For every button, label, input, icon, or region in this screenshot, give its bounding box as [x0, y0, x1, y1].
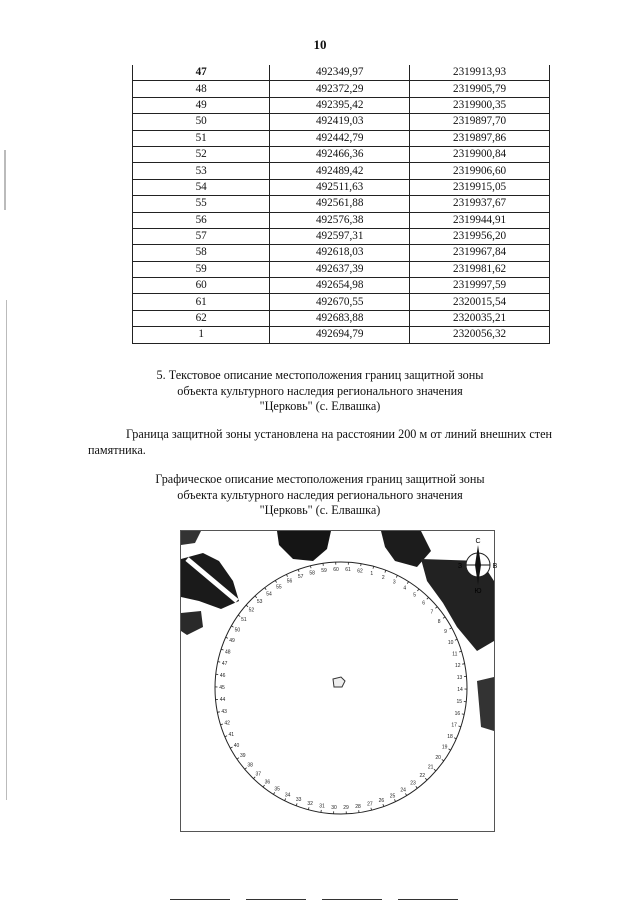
protection-zone-text: Граница защитной зоны установлена на расстоянии 200 м от линий внешних стен памятника. [88, 427, 552, 457]
table-row [133, 294, 550, 310]
boundary-point-label: 28 [355, 803, 361, 810]
x-coordinate-cell: 492511,63 [270, 179, 410, 195]
point-number-cell: 48 [133, 81, 270, 97]
compass-north-label: С [475, 538, 481, 545]
y-coordinate-cell: 2319897,86 [410, 130, 550, 146]
table-row [133, 146, 550, 162]
boundary-point-label: 48 [225, 649, 231, 656]
compass-west-label: З [457, 563, 463, 570]
boundary-point-tick [462, 714, 464, 715]
x-coordinate-cell: 492670,55 [270, 294, 410, 310]
boundary-point-label: 16 [454, 710, 461, 717]
point-number-cell: 56 [133, 212, 270, 228]
table-row [133, 327, 550, 343]
compass-east-label: В [492, 563, 498, 570]
table-row [133, 163, 550, 179]
point-number-cell: 59 [133, 261, 270, 277]
boundary-point-label: 2 [381, 574, 385, 581]
footer-line [398, 899, 458, 900]
point-number-cell: 53 [133, 163, 270, 179]
boundary-point-label: 6 [422, 600, 426, 607]
point-number-cell: 49 [133, 97, 270, 113]
table-row [133, 179, 550, 195]
boundary-point-label: 26 [378, 797, 385, 804]
x-coordinate-cell: 492654,98 [270, 278, 410, 294]
boundary-point-label: 30 [331, 804, 337, 811]
boundary-point-label: 42 [224, 720, 230, 727]
y-coordinate-cell: 2319897,70 [410, 114, 550, 130]
boundary-point-label: 20 [435, 754, 441, 761]
boundary-point-label: 36 [264, 779, 271, 786]
table-row [133, 228, 550, 244]
boundary-point-label: 59 [321, 568, 327, 575]
y-coordinate-cell: 2319981,62 [410, 261, 550, 277]
y-coordinate-cell: 2319905,79 [410, 81, 550, 97]
boundary-point-label: 53 [256, 599, 263, 606]
boundary-point-tick [217, 712, 219, 713]
boundary-point-label: 44 [219, 697, 226, 703]
table-row [133, 97, 550, 113]
y-coordinate-cell: 2319967,84 [410, 245, 550, 261]
boundary-point-label: 5 [413, 592, 416, 599]
table-row [133, 130, 550, 146]
x-coordinate-cell: 492395,42 [270, 97, 410, 113]
boundary-point-label: 35 [274, 786, 280, 793]
y-coordinate-cell: 2319937,67 [410, 196, 550, 212]
x-coordinate-cell: 492466,36 [270, 146, 410, 162]
boundary-point-label: 40 [233, 742, 240, 749]
table-row [133, 245, 550, 261]
table-row [133, 114, 550, 130]
table-row [133, 310, 550, 326]
boundary-point-label: 10 [447, 640, 454, 646]
point-number-cell: 52 [133, 146, 270, 162]
boundary-point-label: 57 [297, 574, 304, 581]
table-row [133, 278, 550, 294]
y-coordinate-cell: 2320035,21 [410, 310, 550, 326]
y-coordinate-cell: 2319915,05 [410, 179, 550, 195]
boundary-point-label: 61 [345, 567, 351, 574]
boundary-point-label: 27 [367, 801, 373, 808]
boundary-point-tick [462, 664, 464, 665]
point-number-cell: 61 [133, 294, 270, 310]
boundary-point-label: 31 [319, 803, 325, 810]
boundary-point-label: 21 [427, 764, 434, 771]
x-coordinate-cell: 492349,97 [270, 65, 410, 81]
boundary-point-tick [218, 662, 220, 663]
page-number: 10 [313, 37, 327, 52]
boundary-point-label: 19 [441, 744, 448, 751]
boundary-point-label: 15 [456, 699, 463, 705]
point-number-cell: 47 [133, 65, 270, 81]
heading-line: "Церковь" (с. Елвашка) [259, 503, 381, 517]
y-coordinate-cell: 2319944,91 [410, 212, 550, 228]
boundary-point-label: 33 [295, 797, 302, 804]
y-coordinate-cell: 2319900,35 [410, 97, 550, 113]
boundary-point-label: 56 [286, 578, 293, 585]
boundary-point-label: 60 [333, 567, 339, 574]
boundary-point-label: 50 [234, 627, 241, 634]
boundary-point-label: 51 [241, 617, 247, 624]
table-row [133, 212, 550, 228]
boundary-point-label: 12 [455, 663, 461, 669]
footer-line [322, 899, 382, 900]
boundary-point-label: 17 [451, 722, 457, 729]
x-coordinate-cell: 492597,31 [270, 228, 410, 244]
y-coordinate-cell: 2319900,84 [410, 146, 550, 162]
point-number-cell: 50 [133, 114, 270, 130]
footer-line [170, 899, 230, 900]
point-number-cell: 55 [133, 196, 270, 212]
boundary-point-label: 34 [284, 792, 291, 799]
boundary-point-label: 14 [457, 687, 463, 693]
point-number-cell: 51 [133, 130, 270, 146]
boundary-point-label: 52 [248, 607, 255, 614]
table-row [133, 65, 550, 81]
x-coordinate-cell: 492637,39 [270, 261, 410, 277]
boundary-point-label: 24 [400, 787, 406, 794]
heading-line: "Церковь" (с. Елвашка) [259, 399, 381, 413]
boundary-point-label: 8 [437, 618, 441, 625]
boundary-point-label: 3 [392, 579, 396, 586]
boundary-point-label: 1 [370, 571, 374, 578]
x-coordinate-cell: 492576,38 [270, 212, 410, 228]
y-coordinate-cell: 2319997,59 [410, 278, 550, 294]
x-coordinate-cell: 492419,03 [270, 114, 410, 130]
scan-artifact [6, 300, 7, 800]
protection-zone-map [180, 530, 498, 832]
boundary-point-label: 4 [403, 585, 407, 592]
graphic-description-heading [0, 472, 640, 519]
x-coordinate-cell: 492489,42 [270, 163, 410, 179]
boundary-point-label: 23 [410, 780, 416, 787]
boundary-point-label: 29 [343, 804, 349, 811]
table-row [133, 81, 550, 97]
compass-south-label: Ю [474, 588, 482, 595]
boundary-point-label: 54 [266, 591, 272, 598]
x-coordinate-cell: 492683,88 [270, 310, 410, 326]
point-number-cell: 58 [133, 245, 270, 261]
x-coordinate-cell: 492372,29 [270, 81, 410, 97]
boundary-point-label: 18 [447, 733, 453, 740]
boundary-point-label: 55 [276, 584, 282, 591]
boundary-point-label: 43 [221, 709, 227, 715]
point-number-cell: 54 [133, 179, 270, 195]
boundary-point-label: 45 [219, 685, 225, 691]
boundary-point-label: 13 [456, 675, 463, 681]
boundary-point-label: 62 [357, 568, 363, 575]
boundary-point-label: 11 [452, 651, 458, 658]
boundary-point-label: 38 [247, 762, 253, 769]
y-coordinate-cell: 2320015,54 [410, 294, 550, 310]
heading-line: 5. Текстовое описание местоположения границ защитной зоны [156, 368, 484, 382]
boundary-point-label: 22 [419, 772, 426, 779]
boundary-point-label: 58 [309, 570, 315, 577]
scan-artifact [4, 150, 6, 210]
boundary-point-label: 25 [389, 793, 396, 800]
point-number-cell: 60 [133, 278, 270, 294]
x-coordinate-cell: 492694,79 [270, 327, 410, 343]
boundary-point-label: 9 [444, 629, 447, 636]
boundary-point-label: 41 [228, 732, 235, 738]
table-row [133, 261, 550, 277]
text-description-heading [0, 368, 640, 415]
boundary-point-label: 49 [229, 638, 235, 645]
point-number-cell: 57 [133, 228, 270, 244]
boundary-point-label: 39 [240, 753, 246, 760]
y-coordinate-cell: 2319956,20 [410, 228, 550, 244]
point-number-cell: 62 [133, 310, 270, 326]
table-row [133, 196, 550, 212]
heading-line: объекта культурного наследия регионального значения [177, 383, 463, 398]
x-coordinate-cell: 492442,79 [270, 130, 410, 146]
x-coordinate-cell: 492618,03 [270, 245, 410, 261]
x-coordinate-cell: 492561,88 [270, 196, 410, 212]
footer-line [246, 899, 306, 900]
point-number-cell: 1 [133, 327, 270, 343]
boundary-point-label: 7 [430, 609, 434, 616]
y-coordinate-cell: 2320056,32 [410, 327, 550, 343]
boundary-point-label: 47 [221, 661, 228, 668]
map-canvas [181, 531, 498, 831]
y-coordinate-cell: 2319913,93 [410, 65, 550, 81]
heading-line: Графическое описание местоположения границ защитной зоны [155, 472, 485, 486]
coordinates-table [132, 65, 550, 344]
y-coordinate-cell: 2319906,60 [410, 163, 550, 179]
boundary-point-label: 37 [255, 771, 262, 778]
protection-zone-boundary [215, 562, 467, 814]
boundary-point-label: 46 [219, 673, 226, 679]
boundary-point-label: 32 [307, 800, 313, 807]
church-footprint [333, 677, 345, 687]
heading-line: объекта культурного наследия регионального значения [177, 487, 463, 502]
